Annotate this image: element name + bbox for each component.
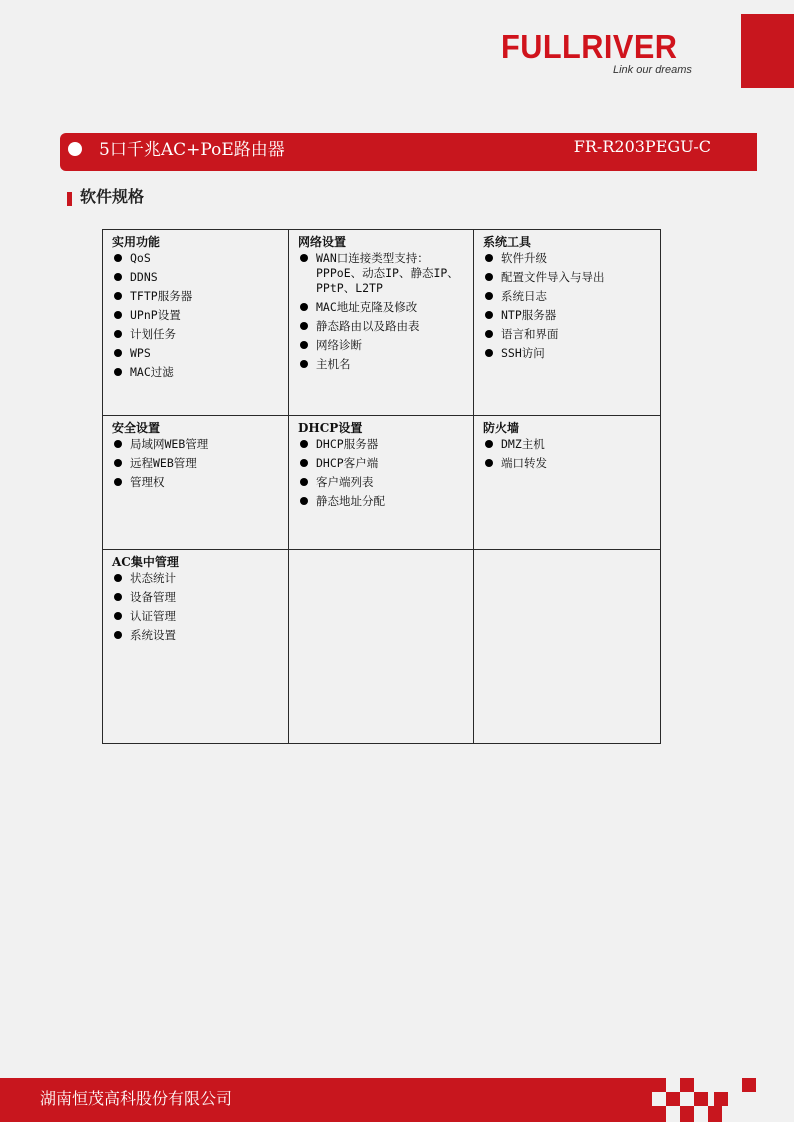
bullet-icon xyxy=(114,273,122,281)
spec-feature-text: 客户端列表 xyxy=(316,475,374,489)
bullet-icon xyxy=(300,360,308,368)
spec-feature-item xyxy=(112,571,282,586)
spec-feature-text: 端口转发 xyxy=(501,456,547,470)
bullet-icon xyxy=(114,440,122,448)
spec-feature-item xyxy=(112,308,282,323)
bullet-icon xyxy=(300,254,308,262)
spec-feature-item xyxy=(112,475,282,490)
spec-feature-item xyxy=(112,609,282,624)
spec-feature-text: SSH访问 xyxy=(501,346,545,360)
spec-category-heading: 网络设置 xyxy=(298,235,347,249)
spec-feature-text: 语言和界面 xyxy=(501,327,559,341)
spec-feature-item xyxy=(483,270,654,285)
bullet-icon xyxy=(114,459,122,467)
spec-feature-item xyxy=(112,365,282,380)
spec-category-heading: DHCP设置 xyxy=(298,421,363,435)
spec-feature-item xyxy=(112,437,282,452)
bullet-icon xyxy=(114,612,122,620)
product-title-bar xyxy=(60,133,757,171)
spec-feature-text: WPS xyxy=(130,346,151,360)
spec-cell xyxy=(474,550,661,744)
bullet-icon xyxy=(485,440,493,448)
bullet-icon xyxy=(300,459,308,467)
footer-bar xyxy=(0,1078,652,1122)
spec-feature-item xyxy=(483,308,654,323)
spec-feature-list xyxy=(112,437,282,490)
spec-feature-list xyxy=(298,251,467,372)
spec-cell xyxy=(289,416,474,550)
spec-table-row xyxy=(103,416,661,550)
spec-feature-text: 软件升级 xyxy=(501,251,547,265)
spec-feature-text: DHCP客户端 xyxy=(316,456,379,470)
corner-brand-block xyxy=(741,14,794,88)
product-model: FR-R203PEGU-C xyxy=(573,137,711,156)
bullet-icon xyxy=(300,478,308,486)
bullet-icon xyxy=(114,254,122,262)
bullet-icon xyxy=(68,142,82,156)
spec-cell xyxy=(103,416,289,550)
bullet-icon xyxy=(485,330,493,338)
bullet-icon xyxy=(300,303,308,311)
spec-feature-text: WAN口连接类型支持：PPPoE、动态IP、静态IP、PPtP、L2TP xyxy=(316,251,459,295)
spec-feature-text: 配置文件导入与导出 xyxy=(501,270,605,284)
spec-feature-item xyxy=(298,456,467,471)
spec-feature-item xyxy=(298,338,467,353)
spec-feature-list xyxy=(483,437,654,471)
spec-feature-item xyxy=(483,327,654,342)
spec-feature-item xyxy=(298,437,467,452)
spec-feature-item xyxy=(112,456,282,471)
software-spec-table xyxy=(102,229,661,744)
spec-category-heading: 系统工具 xyxy=(483,235,532,249)
spec-category-heading: 实用功能 xyxy=(112,235,161,249)
section-title: 软件规格 xyxy=(80,187,145,206)
spec-feature-text: 远程WEB管理 xyxy=(130,456,197,470)
spec-feature-text: DHCP服务器 xyxy=(316,437,379,451)
logo-wordmark: FULLRIVER xyxy=(501,28,678,65)
spec-feature-text: 主机名 xyxy=(316,357,351,371)
spec-feature-item xyxy=(298,319,467,334)
spec-feature-text: MAC地址克隆及修改 xyxy=(316,300,418,314)
spec-table-row xyxy=(103,550,661,744)
spec-feature-text: 网络诊断 xyxy=(316,338,362,352)
spec-feature-item xyxy=(112,346,282,361)
spec-feature-item xyxy=(112,590,282,605)
section-marker xyxy=(67,192,72,206)
bullet-icon xyxy=(485,254,493,262)
spec-feature-item xyxy=(298,251,467,296)
bullet-icon xyxy=(114,292,122,300)
spec-feature-item xyxy=(298,300,467,315)
bullet-icon xyxy=(114,593,122,601)
bullet-icon xyxy=(114,631,122,639)
spec-category-heading: AC集中管理 xyxy=(112,555,179,569)
spec-feature-text: DMZ主机 xyxy=(501,437,545,451)
bullet-icon xyxy=(300,341,308,349)
spec-feature-text: 局域网WEB管理 xyxy=(130,437,209,451)
spec-feature-list xyxy=(298,437,467,509)
spec-cell xyxy=(289,230,474,416)
spec-feature-list xyxy=(112,251,282,380)
spec-feature-list xyxy=(112,571,282,643)
spec-feature-list xyxy=(483,251,654,361)
spec-feature-text: MAC过滤 xyxy=(130,365,174,379)
spec-feature-text: 设备管理 xyxy=(130,590,176,604)
spec-category-heading: 安全设置 xyxy=(112,421,161,435)
bullet-icon xyxy=(300,440,308,448)
product-name: 5口千兆AC+PoE路由器 xyxy=(99,140,285,160)
spec-cell xyxy=(289,550,474,744)
bullet-icon xyxy=(114,349,122,357)
bullet-icon xyxy=(300,497,308,505)
spec-feature-item xyxy=(298,494,467,509)
spec-feature-text: DDNS xyxy=(130,270,158,284)
spec-feature-text: 系统日志 xyxy=(501,289,547,303)
spec-feature-item xyxy=(112,628,282,643)
bullet-icon xyxy=(485,349,493,357)
spec-cell xyxy=(474,230,661,416)
spec-feature-item xyxy=(112,270,282,285)
spec-feature-text: UPnP设置 xyxy=(130,308,181,322)
spec-feature-item xyxy=(483,346,654,361)
spec-feature-item xyxy=(483,251,654,266)
spec-feature-item xyxy=(483,437,654,452)
bullet-icon xyxy=(114,330,122,338)
spec-category-heading: 防火墙 xyxy=(483,421,520,435)
spec-feature-text: NTP服务器 xyxy=(501,308,557,322)
spec-table-row xyxy=(103,230,661,416)
spec-feature-text: QoS xyxy=(130,251,151,265)
spec-feature-item xyxy=(112,251,282,266)
bullet-icon xyxy=(485,459,493,467)
spec-feature-text: 系统设置 xyxy=(130,628,176,642)
logo-tagline: Link our dreams xyxy=(613,64,692,76)
spec-feature-item xyxy=(112,327,282,342)
company-logo xyxy=(501,30,733,80)
spec-feature-text: 管理权 xyxy=(130,475,165,489)
spec-feature-item xyxy=(298,475,467,490)
spec-feature-item xyxy=(298,357,467,372)
spec-feature-text: 认证管理 xyxy=(130,609,176,623)
spec-feature-text: 静态路由以及路由表 xyxy=(316,319,420,333)
spec-feature-text: 状态统计 xyxy=(130,571,176,585)
bullet-icon xyxy=(485,273,493,281)
bullet-icon xyxy=(485,311,493,319)
spec-cell xyxy=(103,550,289,744)
spec-feature-item xyxy=(483,289,654,304)
bullet-icon xyxy=(114,574,122,582)
spec-feature-item xyxy=(112,289,282,304)
spec-cell xyxy=(474,416,661,550)
bullet-icon xyxy=(114,478,122,486)
bullet-icon xyxy=(114,311,122,319)
footer-company: 湖南恒茂高科股份有限公司 xyxy=(40,1089,233,1108)
spec-cell xyxy=(103,230,289,416)
spec-feature-item xyxy=(483,456,654,471)
bullet-icon xyxy=(300,322,308,330)
spec-feature-text: TFTP服务器 xyxy=(130,289,193,303)
bullet-icon xyxy=(114,368,122,376)
spec-feature-text: 静态地址分配 xyxy=(316,494,385,508)
spec-feature-text: 计划任务 xyxy=(130,327,176,341)
bullet-icon xyxy=(485,292,493,300)
